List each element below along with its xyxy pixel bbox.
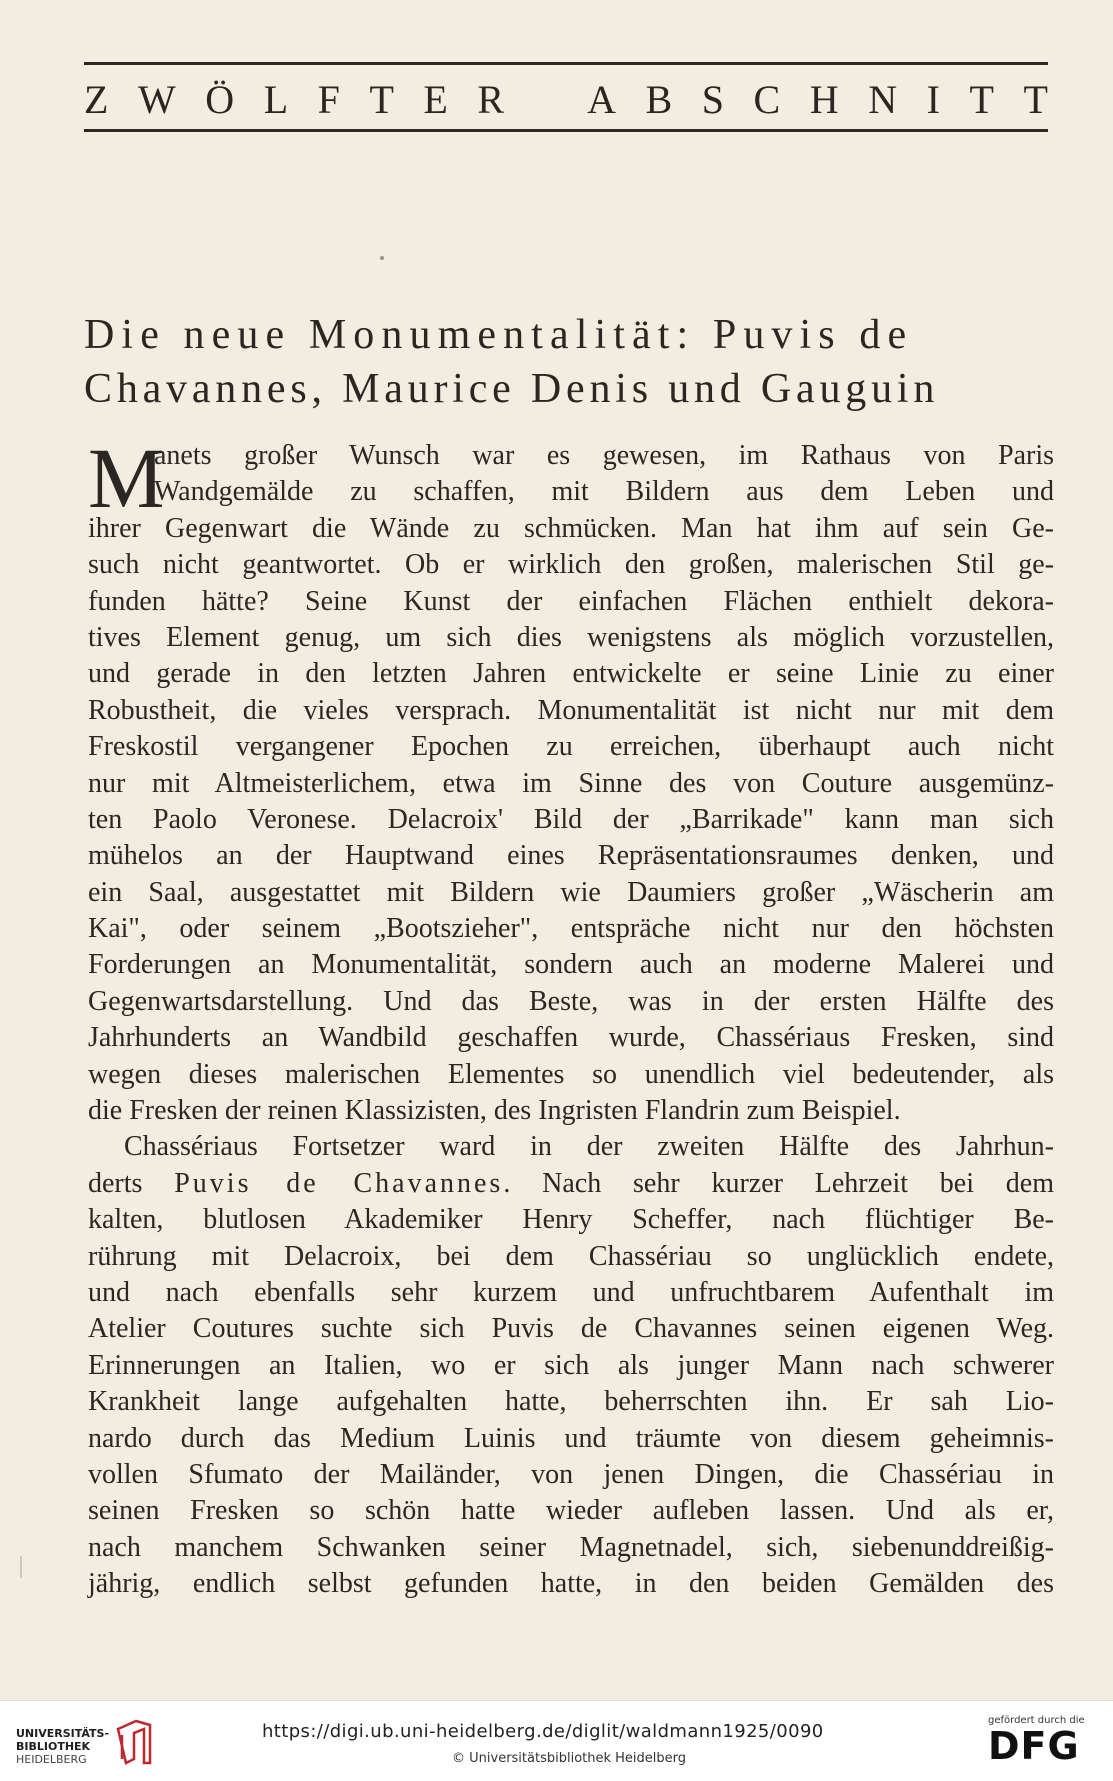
chapter-title-line-2: Chavannes, Maurice Denis und Gauguin xyxy=(84,366,940,412)
heading-letter: Ö xyxy=(205,76,235,122)
section-heading xyxy=(84,74,1048,124)
text-line: Gegenwartsdarstellung. Und das Beste, was in der ersten Hälfte des xyxy=(88,985,1054,1017)
text-line: Erinnerungen an Italien, wo er sich als junger Mann nach schwerer xyxy=(88,1349,1054,1381)
text-line: die Fresken der reinen Klassizisten, des Ingristen Flandrin zum Beispiel. xyxy=(88,1095,901,1127)
heading-letter: N xyxy=(868,76,898,122)
heading-letter: T xyxy=(1023,76,1048,122)
paragraph-1 xyxy=(88,511,1054,1130)
text-line xyxy=(88,474,1054,510)
heading-letter: S xyxy=(701,76,725,122)
text-line: ein Saal, ausgestattet mit Bildern wie Daumiers großer „Wäscherin am xyxy=(88,876,1054,908)
heading-letter: L xyxy=(263,76,289,122)
ornament-dot xyxy=(380,256,384,260)
text-line: Krankheit lange aufgehalten hatte, beherrschten ihn. Er sah Lio- xyxy=(88,1386,1054,1418)
header-rule-bottom xyxy=(84,129,1048,132)
chapter-title xyxy=(84,308,1048,416)
text-line: nach manchem Schwanken seiner Magnetnadel, sich, siebenunddreißig- xyxy=(88,1531,1054,1563)
text-line: ihrer Gegenwart die Wände zu schmücken. Man hat ihm auf sein Ge- xyxy=(88,512,1054,544)
text-line: Atelier Coutures suchte sich Puvis de Chavannes seinen eigenen Weg. xyxy=(88,1313,1054,1345)
text-line: und nach ebenfalls sehr kurzem und unfruchtbarem Aufenthalt im xyxy=(88,1276,1054,1308)
text-fragment: . Nach sehr kurzer Lehrzeit bei dem xyxy=(503,1167,1054,1199)
text-line: und gerade in den letzten Jahren entwickelte er seine Linie zu einer xyxy=(88,658,1054,690)
text-line: mühelos an der Hauptwand eines Repräsentationsraumes denken, und xyxy=(88,840,1054,872)
margin-mark xyxy=(20,1556,22,1578)
chapter-title-line-1: Die neue Monumentalität: Puvis de xyxy=(84,312,914,358)
heading-letter: E xyxy=(423,76,448,122)
heading-letter: C xyxy=(753,76,781,122)
text-line: Robustheit, die vieles versprach. Monumentalität ist nicht nur mit dem xyxy=(88,694,1054,726)
text-line: seinen Fresken so schön hatte wieder aufleben lassen. Und als er, xyxy=(88,1495,1054,1527)
text-line-content: Wandgemälde zu schaffen, mit Bildern aus dem Leben und xyxy=(154,476,1054,508)
text-line: nur mit Altmeisterlichem, etwa im Sinne des von Couture ausgemünz- xyxy=(88,767,1054,799)
text-line: Jahrhunderts an Wandbild geschaffen wurde, Chassériaus Fresken, sind xyxy=(88,1022,1054,1054)
text-fragment: derts xyxy=(88,1167,175,1199)
heading-letter: H xyxy=(809,76,839,122)
heading-letter: R xyxy=(477,76,505,122)
text-line: ten Paolo Veronese. Delacroix' Bild der „Barrikade" kann man sich xyxy=(88,803,1054,835)
heading-letter: W xyxy=(137,76,176,122)
text-line: nardo durch das Medium Luinis und träumte von diesem geheimnis- xyxy=(88,1422,1054,1454)
text-line: tives Element genug, um sich dies wenigstens als möglich vorzustellen, xyxy=(88,621,1054,653)
heading-letter: A xyxy=(587,76,617,122)
header-rule-top xyxy=(84,62,1048,65)
heading-letter: T xyxy=(369,76,394,122)
dfg-wordmark: DFG xyxy=(988,1724,1080,1768)
body-text xyxy=(88,430,1054,1603)
text-line: funden hätte? Seine Kunst der einfachen Flächen enthielt dekora- xyxy=(88,585,1054,617)
logo-text-line-2: BIBLIOTHEK xyxy=(16,1740,91,1753)
text-line xyxy=(88,1166,1054,1202)
text-line: kalten, blutlosen Akademiker Henry Scheffer, nach flüchtiger Be- xyxy=(88,1204,1054,1236)
text-line: such nicht geantwortet. Ob er wirklich den großen, malerischen Stil ge- xyxy=(88,549,1054,581)
heading-letter: B xyxy=(645,76,673,122)
dfg-logo[interactable] xyxy=(988,1715,1108,1766)
drop-cap: M xyxy=(88,430,165,526)
text-line: Kai", oder seinem „Bootszieher", entspräche nicht nur den höchsten xyxy=(88,913,1054,945)
permalink-url[interactable]: https://digi.ub.uni-heidelberg.de/diglit/waldmann1925/0090 xyxy=(262,1721,824,1742)
spaced-name: Puvis de Chavannes xyxy=(174,1167,504,1199)
text-line: Freskostil vergangener Epochen zu erreichen, überhaupt auch nicht xyxy=(88,731,1054,763)
ub-logo-mark-icon xyxy=(114,1719,154,1765)
text-line: wegen dieses malerischen Elementes so unendlich viel bedeutender, als xyxy=(88,1058,1054,1090)
copyright-notice: © Universitätsbibliothek Heidelberg xyxy=(452,1751,687,1766)
heading-letter: T xyxy=(969,76,994,122)
heading-letter: I xyxy=(926,76,940,122)
text-line: jährig, endlich selbst gefunden hatte, in den beiden Gemälden des xyxy=(88,1568,1054,1600)
logo-text-line-3: HEIDELBERG xyxy=(16,1753,87,1766)
text-line-content: anets großer Wunsch war es gewesen, im Rathaus von Paris xyxy=(154,440,1054,471)
funded-by-text: gefördert durch die xyxy=(988,1715,1085,1726)
text-line: Forderungen an Monumentalität, sondern auch an moderne Malerei und xyxy=(88,949,1054,981)
heading-letter: F xyxy=(317,76,340,122)
text-line: rührung mit Delacroix, bei dem Chassériau so unglücklich endete, xyxy=(88,1240,1054,1272)
logo-text-line-1: UNIVERSITÄTS- xyxy=(16,1727,110,1740)
text-line: Chassériaus Fortsetzer ward in der zweiten Hälfte des Jahrhun- xyxy=(124,1131,1054,1163)
text-line: vollen Sfumato der Mailänder, von jenen Dingen, die Chassériau in xyxy=(88,1458,1054,1490)
heading-letter: Z xyxy=(84,76,109,122)
paragraph-2 xyxy=(88,1202,1054,1602)
footer-bar xyxy=(0,1700,1113,1781)
